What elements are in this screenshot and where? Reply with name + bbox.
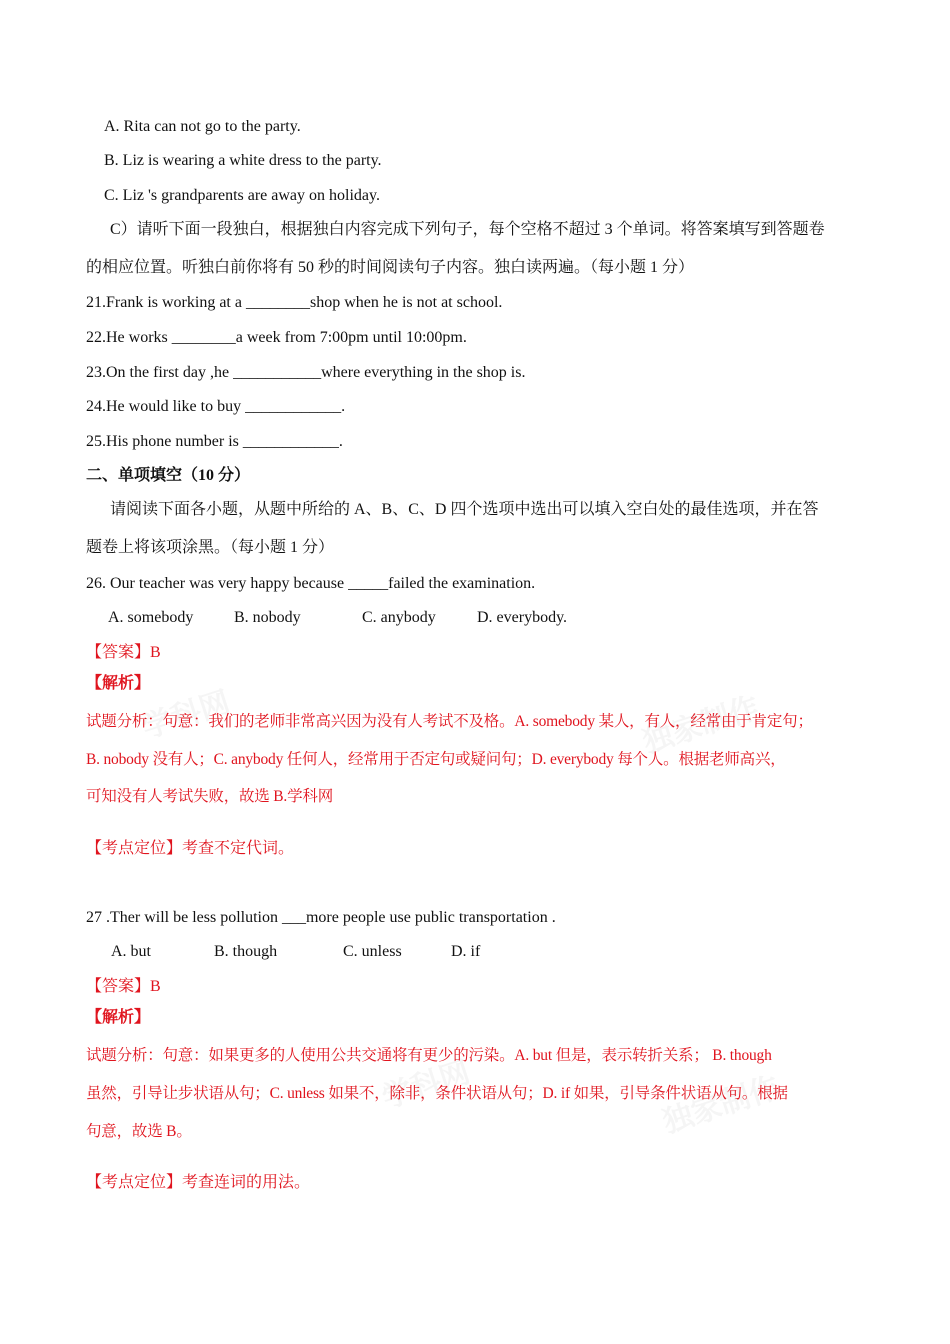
q26-option-b: B. nobody bbox=[234, 609, 301, 626]
q26-point: 【考点定位】考查不定代词。 bbox=[86, 840, 295, 857]
watermark: 学科网 bbox=[377, 1054, 475, 1116]
q26-analysis-line2: B. nobody 没有人；C. anybody 任何人，经常用于否定句或疑问句；D. everybody 每个人。根据老师高兴， bbox=[86, 751, 786, 768]
q27-analysis-line1: 试题分析：句意：如果更多的人使用公共交通将有更少的污染。A. but 但是，表示转折关系； B. though bbox=[86, 1047, 772, 1064]
q27-option-b: B. though bbox=[214, 943, 278, 960]
question-21: 21.Frank is working at a ________shop when he is not at school. bbox=[86, 294, 503, 311]
q27-analysis-label: 【解析】 bbox=[86, 1009, 151, 1026]
q27-analysis-line2: 虽然，引导让步状语从句；C. unless 如果不，除非，条件状语从句；D. if 如果，引导条件状语从句。根据 bbox=[86, 1085, 788, 1102]
q27-answer: 【答案】B bbox=[86, 978, 161, 995]
q20-option-c: C. Liz 's grandparents are away on holiday. bbox=[104, 187, 380, 204]
q26-analysis-line1: 试题分析：句意：我们的老师非常高兴因为没有人考试不及格。A. somebody 某人，有人，经常由于肯定句； bbox=[86, 713, 813, 730]
question-24: 24.He would like to buy ____________. bbox=[86, 398, 346, 415]
q26-stem: 26. Our teacher was very happy because _____failed the examination. bbox=[86, 575, 536, 592]
q27-analysis-line3: 句意，故选 B。 bbox=[86, 1123, 192, 1140]
q26-option-d: D. everybody. bbox=[477, 609, 568, 626]
question-23: 23.On the first day ,he ___________where everything in the shop is. bbox=[86, 364, 526, 381]
q20-option-a: A. Rita can not go to the party. bbox=[104, 118, 301, 135]
q27-option-c: C. unless bbox=[343, 943, 402, 960]
section-c-instruction-line1: C）请听下面一段独白，根据独白内容完成下列句子，每个空格不超过 3 个单词。将答案填写到答题卷 bbox=[110, 221, 825, 238]
q20-option-b: B. Liz is wearing a white dress to the party. bbox=[104, 152, 382, 169]
watermark: 独家制作 bbox=[658, 1070, 784, 1141]
q26-analysis-label: 【解析】 bbox=[86, 675, 151, 692]
q26-option-c: C. anybody bbox=[362, 609, 436, 626]
q27-stem: 27 .Ther will be less pollution ___more people use public transportation . bbox=[86, 909, 556, 926]
question-22: 22.He works ________a week from 7:00pm until 10:00pm. bbox=[86, 329, 467, 346]
q27-point: 【考点定位】考查连词的用法。 bbox=[86, 1174, 311, 1191]
part2-title: 二、单项填空（10 分） bbox=[86, 467, 251, 484]
section-c-instruction-line2: 的相应位置。听独白前你将有 50 秒的时间阅读句子内容。独白读两遍。（每小题 1 分） bbox=[86, 259, 695, 276]
part2-instruction-line1: 请阅读下面各小题，从题中所给的 A、B、C、D 四个选项中选出可以填入空白处的最佳选项，并在答 bbox=[110, 501, 819, 518]
watermark: 独家制作 bbox=[638, 690, 764, 761]
watermark: 学科网 bbox=[137, 684, 235, 746]
q27-option-a: A. but bbox=[111, 943, 151, 960]
q26-answer: 【答案】B bbox=[86, 644, 161, 661]
q27-option-d: D. if bbox=[451, 943, 481, 960]
part2-instruction-line2: 题卷上将该项涂黑。（每小题 1 分） bbox=[86, 539, 335, 556]
q26-option-a: A. somebody bbox=[108, 609, 194, 626]
question-25: 25.His phone number is ____________. bbox=[86, 433, 343, 450]
q26-analysis-line3: 可知没有人考试失败，故选 B.学科网 bbox=[86, 788, 333, 805]
